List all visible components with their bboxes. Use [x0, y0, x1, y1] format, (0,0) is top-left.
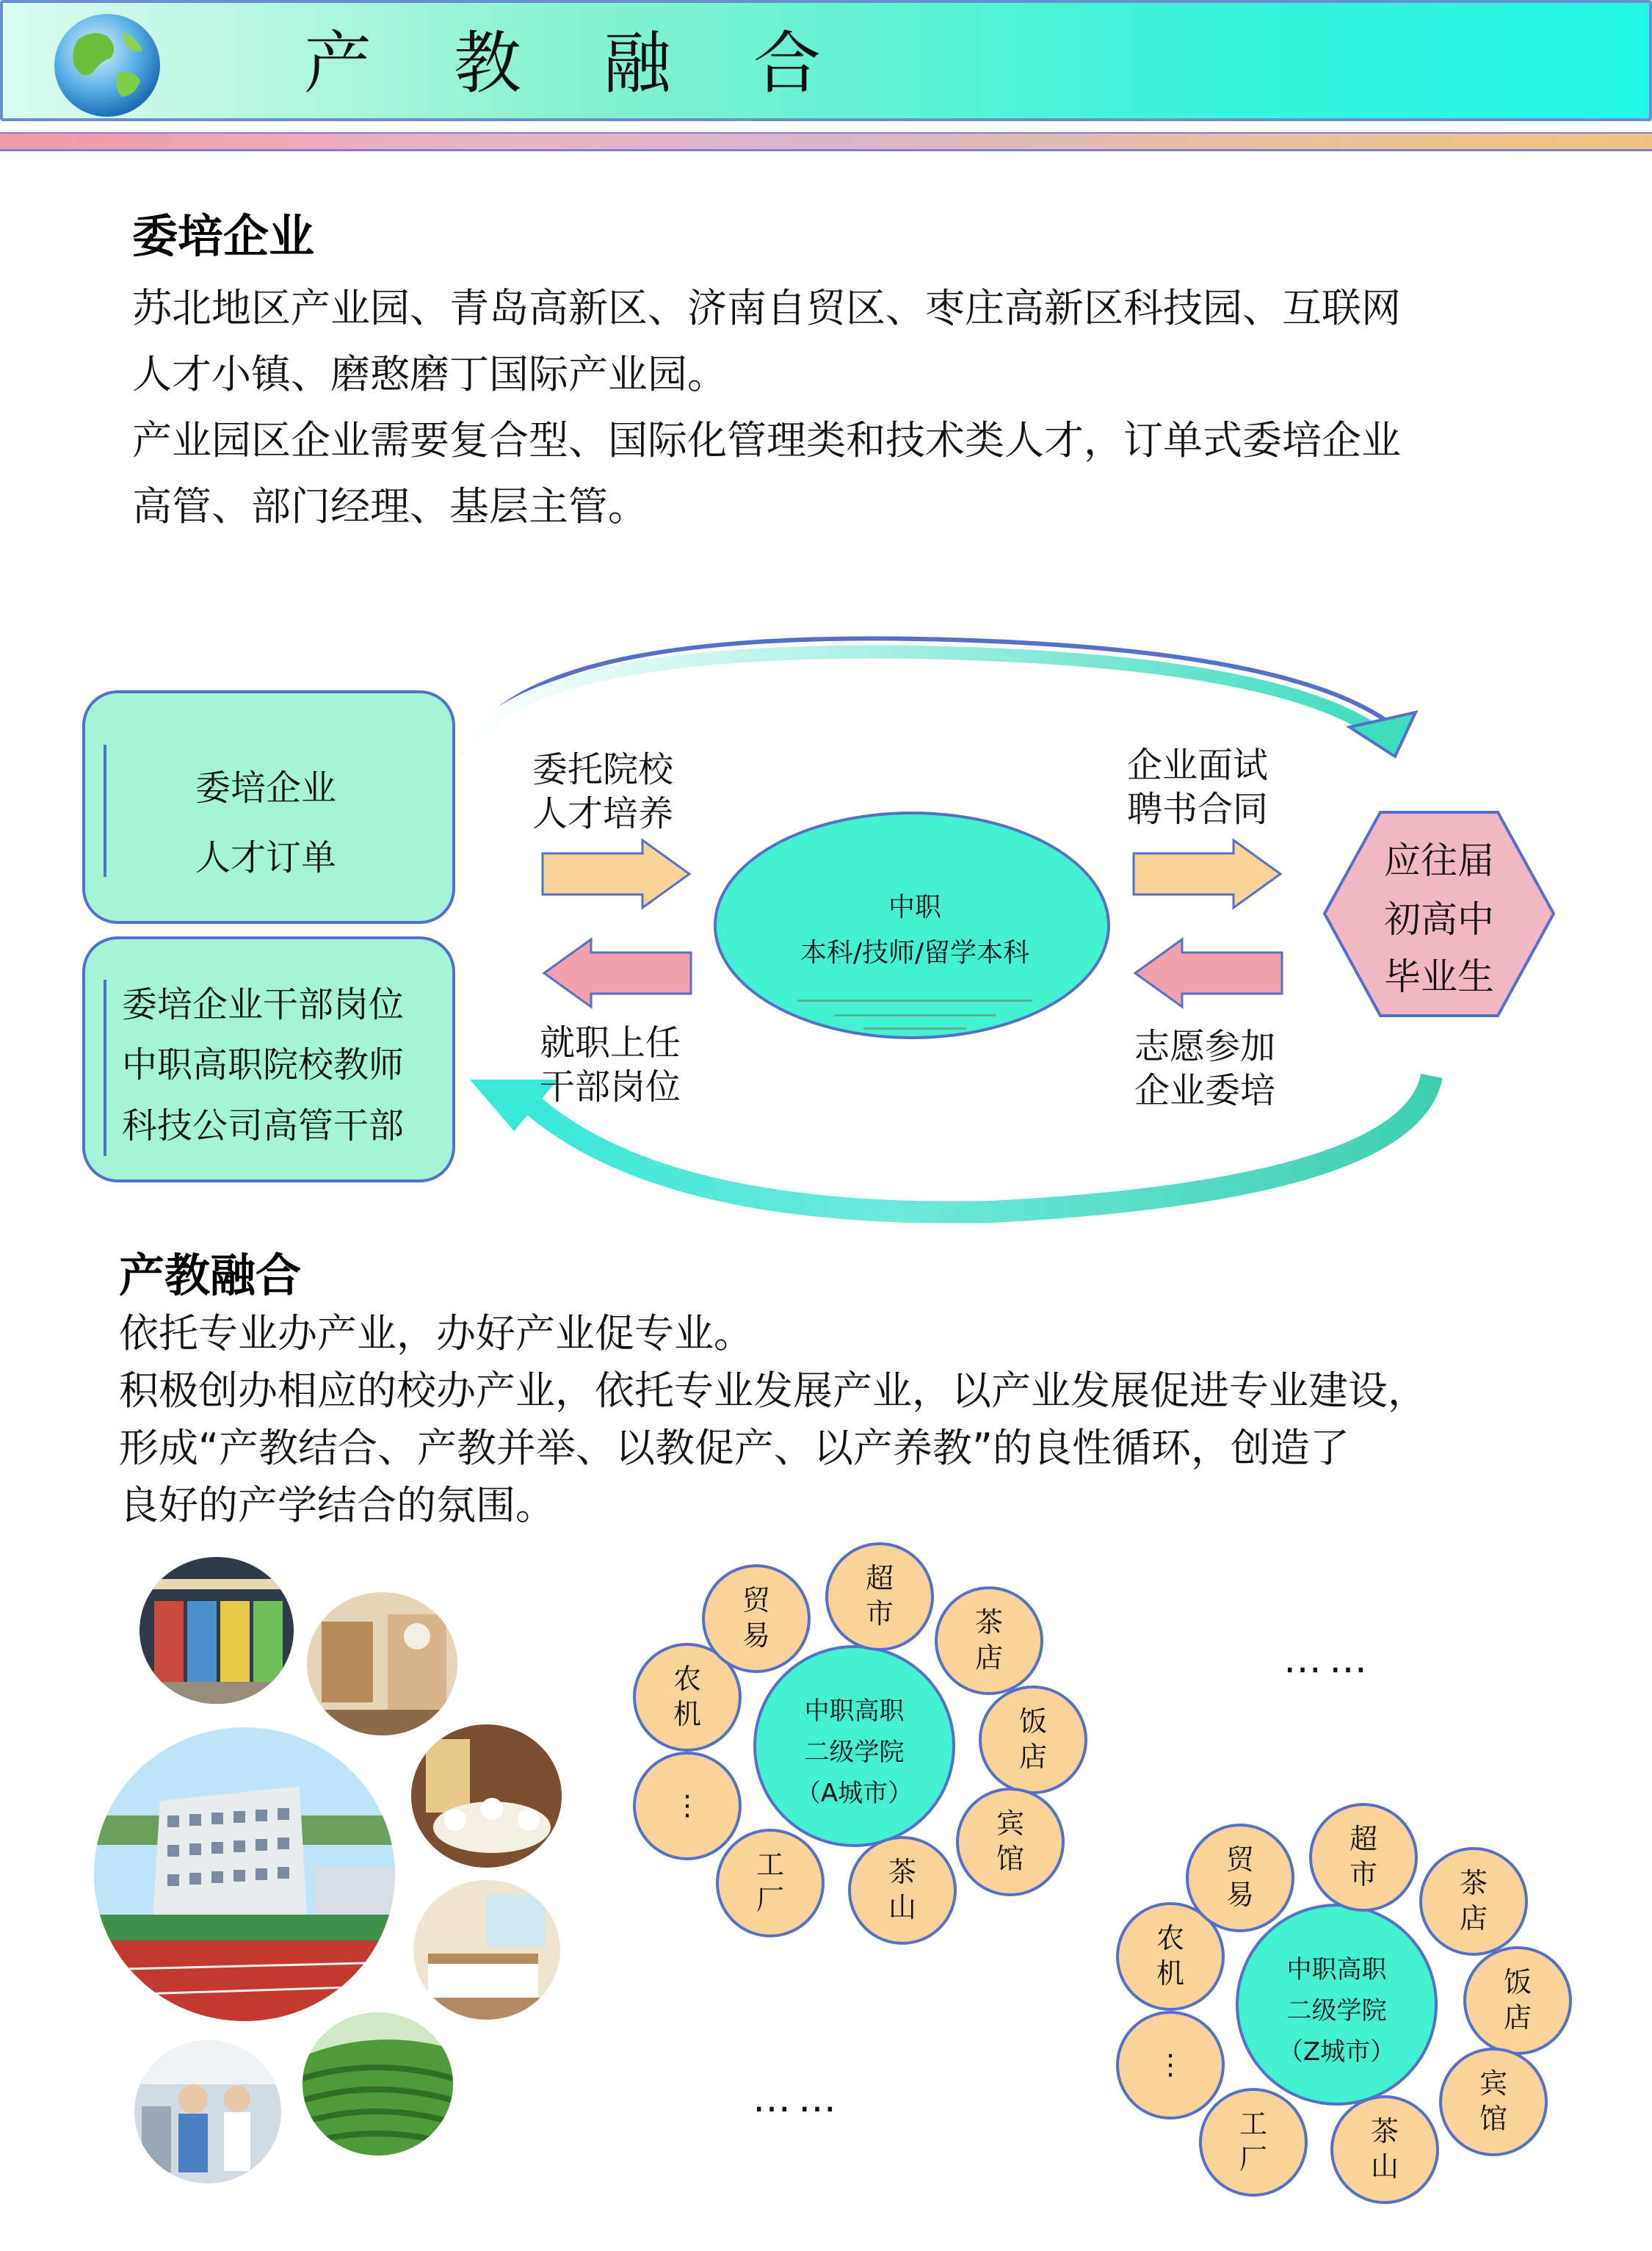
petal-text-1: 超: [1349, 1823, 1377, 1855]
box-order-line-1: 委培企业: [195, 767, 337, 809]
section2-line-3: 形成“产教结合、产教并举、以教促产、以产养教”的良性循环，创造了: [119, 1425, 1350, 1471]
center-ellipse: [714, 812, 1110, 1039]
petal-text-1: 饭: [1503, 1966, 1532, 1998]
cluster-a-petal-restaurant: [979, 1685, 1087, 1794]
petal-text-2: 机: [673, 1698, 701, 1730]
petal-text-1: 茶: [888, 1856, 916, 1888]
petal-text-2: 馆: [996, 1843, 1024, 1875]
tea-shop-photo: [307, 1592, 457, 1735]
cluster-z-petal-hotel: [1439, 2048, 1548, 2156]
section1-line-3: 产业园区企业需要复合型、国际化管理类和技术类人才，订单式委培企业: [132, 417, 1401, 463]
box-order: [82, 690, 455, 924]
label-volunteer-line-1: 志愿参加: [1134, 1026, 1276, 1067]
box-positions-line-1: 委培企业干部岗位: [122, 984, 405, 1025]
petal-text-2: 山: [888, 1891, 916, 1923]
center-line-1: 中职: [888, 892, 941, 922]
section1-line-2: 人才小镇、磨憨磨丁国际产业园。: [132, 351, 727, 397]
campus-photo: [94, 1727, 395, 2021]
label-interview: [1127, 743, 1268, 831]
petal-text-1: 工: [756, 1849, 784, 1881]
page-title: 产教融合: [304, 24, 904, 103]
petal-text-1: 贸: [1225, 1843, 1254, 1876]
label-interview-line-2: 聘书合同: [1127, 789, 1269, 830]
cluster-z-petal-supermarket: [1309, 1803, 1418, 1912]
factory-photo: [134, 2040, 281, 2183]
label-employment-line-1: 就职上任: [540, 1022, 681, 1063]
petal-text-1: 饭: [1018, 1705, 1047, 1738]
petal-text-2: 机: [1156, 1957, 1184, 1990]
petal-text-1: ⋮: [1156, 2048, 1184, 2081]
box-positions-line-3: 科技公司高管干部: [122, 1105, 405, 1146]
cluster-a-petal-more: [633, 1752, 742, 1860]
left-arrow-right: [1131, 936, 1285, 1010]
cluster-z-hub: [1236, 1904, 1438, 2106]
petal-text-2: 馆: [1479, 2103, 1507, 2135]
section1-heading: 委培企业: [132, 209, 315, 263]
cluster-z-petal-trade: [1186, 1824, 1294, 1932]
cluster-z-hub-line-2: 二级学院: [1286, 1996, 1387, 2026]
left-arrow-left: [540, 936, 694, 1010]
label-entrust: [532, 748, 673, 836]
petal-text-2: 厂: [756, 1884, 784, 1916]
label-volunteer-line-2: 企业委培: [1134, 1070, 1276, 1111]
petal-text-1: 茶: [1370, 2115, 1399, 2147]
cluster-z-petal-factory: [1199, 2088, 1308, 2197]
cluster-z-petal-restaurant: [1463, 1946, 1572, 2055]
section2-line-2: 积极创办相应的校办产业，依托专业发展产业，以产业发展促进专业建设，: [119, 1367, 1427, 1414]
petal-text-1: 宾: [1479, 2067, 1507, 2100]
cluster-a-petal-factory: [716, 1829, 825, 1937]
label-employment: [540, 1021, 681, 1109]
cluster-a-petal-hotel: [956, 1788, 1065, 1896]
cluster-a-hub-line-3: （A城市）: [795, 1779, 913, 1808]
cluster-z-hub-line-3: （Z城市）: [1278, 2037, 1396, 2067]
petal-text-2: 市: [1349, 1858, 1377, 1890]
hexagon-line-1: 应往届: [1384, 839, 1494, 882]
cluster-z-petal-more: [1116, 2011, 1225, 2120]
petal-text-1: 农: [1156, 1922, 1184, 1954]
hotel-room-photo: [413, 1880, 560, 2020]
petal-text-1: 宾: [996, 1807, 1024, 1840]
petal-text-2: 山: [1370, 2150, 1399, 2183]
petal-text-1: 茶: [1459, 1867, 1488, 1899]
petal-text-2: 市: [865, 1597, 894, 1630]
cluster-z-hub-line-1: 中职高职: [1286, 1955, 1387, 1984]
cluster-a-hub: [753, 1645, 955, 1847]
cluster-a-hub-line-2: 二级学院: [804, 1738, 905, 1767]
hexagon-line-3: 毕业生: [1384, 955, 1494, 998]
box-positions-line-2: 中职高职院校教师: [122, 1044, 405, 1085]
cluster-a-petal-tea-hill: [848, 1836, 957, 1945]
section1-line-4: 高管、部门经理、基层主管。: [132, 483, 648, 530]
label-employment-line-2: 干部岗位: [540, 1066, 681, 1108]
banquet-photo: [411, 1724, 562, 1868]
cluster-z-petal-tea-hill: [1330, 2095, 1439, 2204]
label-volunteer: [1134, 1025, 1275, 1113]
cluster-a-petal-trade: [702, 1564, 811, 1673]
petal-text-1: 农: [673, 1663, 701, 1695]
label-entrust-line-2: 人才培养: [532, 793, 674, 834]
petal-text-2: 店: [1459, 1902, 1488, 1934]
petal-text-1: 工: [1239, 2108, 1267, 2140]
section2-line-1: 依托专业办产业，办好产业促专业。: [119, 1310, 753, 1356]
box-positions: [82, 936, 455, 1182]
tea-plantation-photo: [302, 2012, 453, 2156]
petal-text-2: 店: [1018, 1741, 1047, 1773]
petal-text-2: 易: [742, 1619, 770, 1652]
petal-text-1: 茶: [974, 1606, 1003, 1638]
section1-line-1: 苏北地区产业园、青岛高新区、济南自贸区、枣庄高新区科技园、互联网: [132, 285, 1401, 331]
hexagon-line-2: 初高中: [1384, 898, 1494, 941]
petal-text-1: 贸: [742, 1584, 770, 1616]
cluster-a-petal-tea-shop: [935, 1586, 1043, 1695]
center-line-2: 本科/技师/留学本科: [800, 938, 1030, 968]
petal-text-2: 店: [1503, 2001, 1532, 2034]
ellipsis-bottom: ……: [753, 2077, 844, 2121]
label-entrust-line-1: 委托院校: [532, 749, 674, 790]
petal-text-2: 厂: [1239, 2143, 1267, 2175]
right-arrow-left: [540, 837, 694, 911]
right-arrow-right: [1131, 837, 1285, 911]
cluster-a-hub-line-1: 中职高职: [804, 1697, 905, 1726]
section2-line-4: 良好的产学结合的氛围。: [119, 1482, 555, 1528]
box-order-line-2: 人才订单: [195, 837, 337, 878]
petal-text-2: 易: [1225, 1879, 1254, 1911]
petal-text-1: 超: [865, 1562, 894, 1594]
ellipsis-top: ……: [1283, 1638, 1374, 1682]
cluster-a-petal-supermarket: [825, 1542, 934, 1651]
label-interview-line-1: 企业面试: [1127, 745, 1269, 786]
petal-text-2: 店: [974, 1641, 1003, 1674]
cluster-z-petal-tea-shop: [1419, 1847, 1528, 1956]
section2-heading: 产教融合: [119, 1249, 302, 1302]
supermarket-photo: [140, 1557, 294, 1704]
petal-text-1: ⋮: [673, 1789, 701, 1821]
